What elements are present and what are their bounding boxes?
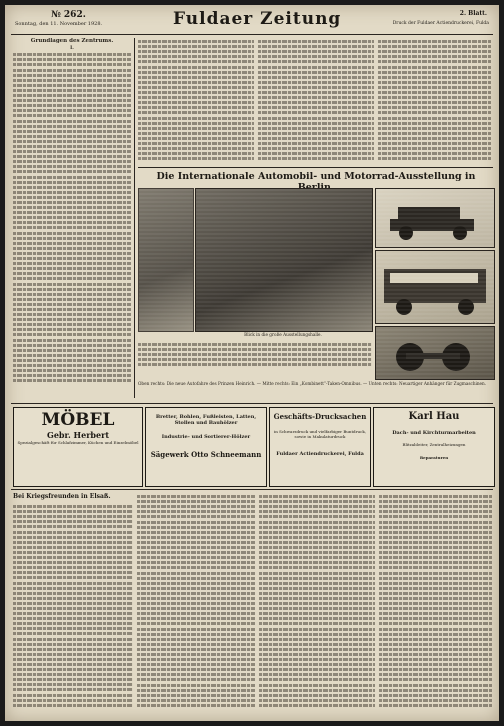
ads-bottom-rule: [11, 489, 493, 490]
ad-hau-line4: Reparaturen: [419, 455, 449, 460]
lower-column-1: [13, 503, 133, 715]
column-1-text: [13, 53, 131, 382]
column-1: [13, 38, 131, 398]
publisher-line: Druck der Fuldaer Actiendruckerei, Fulda: [392, 21, 489, 26]
section-rule: [138, 167, 493, 168]
column-4: [378, 38, 492, 166]
hall-photo-caption: Blick in die große Ausstellungshalle.: [244, 332, 322, 337]
ad-drucksachen: [269, 407, 371, 487]
car-icon: [376, 189, 494, 247]
column-2: [138, 38, 254, 166]
article-subheading: I.: [70, 46, 74, 52]
exhibition-hall-photo: [195, 188, 373, 332]
hall-photo-left: [138, 188, 194, 332]
bottom-photo-caption: Oben rechts: Die neue Autofahre des Prinzen Heinrich. — Mitte rechts: Ein „Kombinett“-Taken-Omnibus. — Unten rechts: Neuartiger Anhänger für Zugmaschinen.: [138, 381, 487, 386]
ad-druck-text: in Schwarzdruck und vielfarbiger Buntdruck, sowie in Makulaturdruck: [273, 429, 367, 439]
lower-column-3: [259, 493, 375, 715]
bus-icon: [376, 251, 494, 323]
masthead: [13, 9, 491, 31]
ad-saegewerk-line2: Stollen und Bauhölzer: [174, 420, 238, 426]
trailer-icon: [376, 327, 494, 379]
ads-top-rule: [11, 403, 493, 404]
newspaper-title: Fuldaer Zeitung: [173, 9, 342, 29]
ad-hau-line2: Dach- und Kirchturmarbeiten: [392, 430, 476, 436]
ad-moebel-title: MÖBEL: [41, 410, 115, 430]
issue-date: Sonntag, den 11. November 1928.: [15, 21, 103, 27]
ad-hau-line3: Blitzableiter, Zentralheizungen: [402, 442, 466, 447]
omnibus-photo: [375, 250, 495, 324]
issue-number: № 262.: [51, 10, 86, 20]
ad-druck-title: Geschäfts-Drucksachen: [273, 412, 367, 421]
ad-hau-name: Karl Hau: [408, 411, 460, 422]
ad-druck-company: Fuldaer Actiendruckerei, Fulda: [276, 451, 364, 457]
lower-article-heading: Bei Kriegsfreunden in Elsaß.: [13, 493, 111, 500]
masthead-rule: [11, 34, 493, 35]
trailer-photo: [375, 326, 495, 380]
column-3: [258, 38, 374, 166]
lower-column-4: [379, 493, 493, 715]
car-photo: [375, 188, 495, 248]
lower-column-2: [137, 493, 255, 715]
ad-saegewerk-line1: Bretter, Bohlen, Fußleisten, Latten,: [155, 414, 257, 420]
sheet-number: 2. Blatt.: [459, 10, 487, 17]
ad-karl-hau: [373, 407, 495, 487]
ad-saegewerk: [145, 407, 267, 487]
exhibition-headline: Die Internationale Automobil- und Motorrad-Ausstellung in: [156, 171, 476, 182]
ad-saegewerk-name: Sägewerk Otto Schneemann: [150, 450, 262, 459]
column-divider: [134, 38, 135, 398]
newspaper-page: [5, 5, 499, 721]
article-heading-zentrum: Grundlagen des Zentrums.: [30, 38, 114, 44]
ad-moebel-text: Spezialgeschäft für Schlafzimmer, Küchen und Einzelmöbel: [17, 440, 139, 445]
ad-moebel: [13, 407, 143, 487]
ad-saegewerk-line3: Industrie- und Sortierer-Hölzer: [161, 434, 251, 440]
ad-moebel-company: Gebr. Herbert: [46, 430, 110, 440]
exhibition-text: [138, 341, 372, 375]
